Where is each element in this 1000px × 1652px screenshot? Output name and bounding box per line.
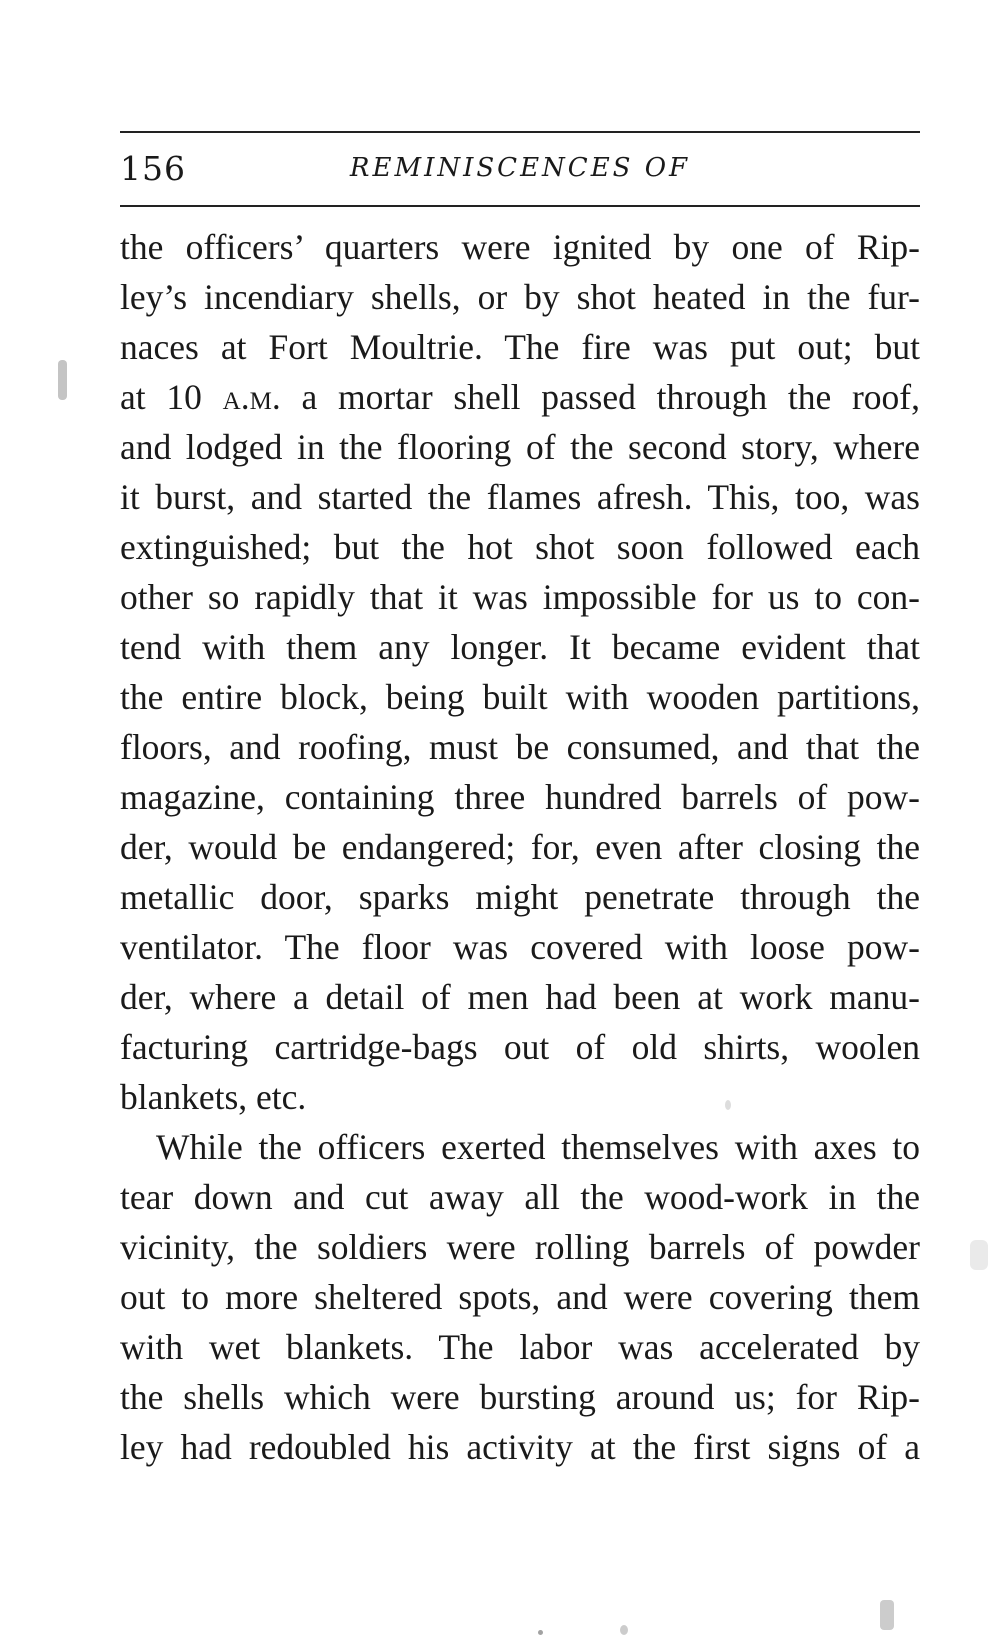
scan-speck <box>880 1600 894 1630</box>
text-line: with wet blankets. The labor was accelerated by <box>120 1327 920 1367</box>
page-number: 156 <box>120 149 186 188</box>
body-text <box>120 222 920 1472</box>
scan-speck <box>725 1100 731 1110</box>
text-line: der, would be endangered; for, even after closing the <box>120 827 920 867</box>
text-line: tend with them any longer. It became evident that <box>120 627 920 667</box>
scan-speck <box>620 1625 628 1635</box>
scan-speck <box>538 1630 543 1635</box>
text-line: out to more sheltered spots, and were covering them <box>120 1277 920 1317</box>
header-bottom-rule <box>120 205 920 207</box>
text-line: tear down and cut away all the wood-work in the <box>120 1177 920 1217</box>
text-line: other so rapidly that it was impossible for us to con- <box>120 577 920 617</box>
text-line: vicinity, the soldiers were rolling barrels of powder <box>120 1227 920 1267</box>
text-line: at 10 a.m. a mortar shell passed through the roof, <box>120 377 920 417</box>
text-line: the officers’ quarters were ignited by one of Rip- <box>120 227 920 267</box>
scan-speck <box>58 360 67 400</box>
text-line: the shells which were bursting around us; for Rip- <box>120 1377 920 1417</box>
text-line: facturing cartridge-bags out of old shirts, woolen <box>120 1027 920 1067</box>
paragraph-2 <box>120 1122 920 1472</box>
small-caps-abbreviation: a.m. <box>222 377 281 417</box>
text-line: metallic door, sparks might penetrate through the <box>120 877 920 917</box>
text-line: ventilator. The floor was covered with loose pow- <box>120 927 920 967</box>
text-line: extinguished; but the hot shot soon followed each <box>120 527 920 567</box>
text-line: it burst, and started the flames afresh. This, too, was <box>120 477 920 517</box>
text-line: and lodged in the flooring of the second story, where <box>120 427 920 467</box>
text-line: der, where a detail of men had been at work manu- <box>120 977 920 1017</box>
text-line: floors, and roofing, must be consumed, and that the <box>120 727 920 767</box>
header-top-rule <box>120 131 920 133</box>
text-line: While the officers exerted themselves with axes to <box>156 1127 920 1167</box>
text-line: the entire block, being built with wooden partitions, <box>120 677 920 717</box>
running-head: REMINISCENCES OF <box>349 153 691 183</box>
page-header <box>120 145 920 195</box>
scan-speck <box>970 1240 988 1270</box>
text-line: naces at Fort Moultrie. The fire was put out; but <box>120 327 920 367</box>
text-line: blankets, etc. <box>120 1077 307 1117</box>
paragraph-1 <box>120 222 920 1122</box>
text-line: ley had redoubled his activity at the first signs of a <box>120 1427 920 1467</box>
text-line: ley’s incendiary shells, or by shot heated in the fur- <box>120 277 920 317</box>
text-line: magazine, containing three hundred barrels of pow- <box>120 777 920 817</box>
